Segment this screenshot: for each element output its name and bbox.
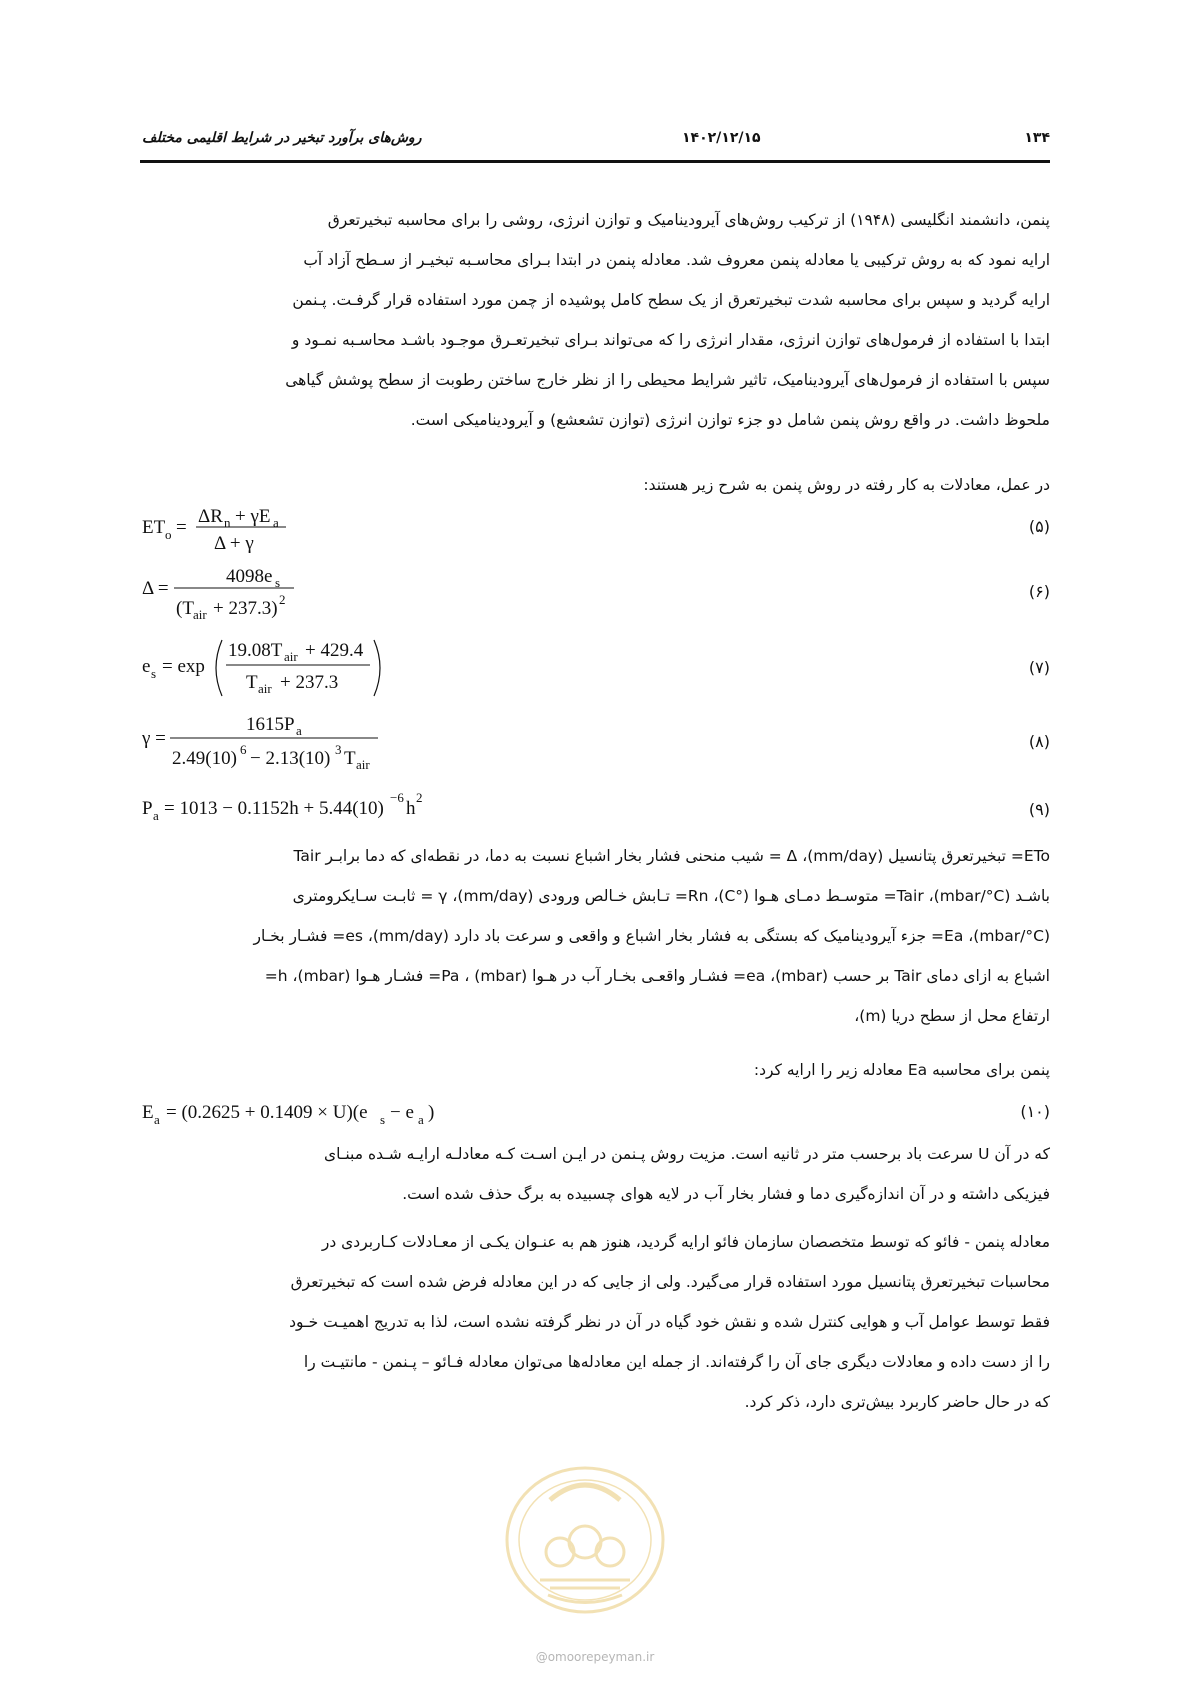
equation-8-formula — [142, 708, 542, 774]
text-line: اشباع به ازای دمای Tair بر حسب (mbar)، ea= فشـار واقعـی بخـار آب در هـوا (mbar) ، Pa= فشـار هـوا (mbar)، h= — [264, 967, 1050, 985]
svg-text:a: a — [418, 1112, 424, 1127]
page-number: ۱۳۴ — [1024, 130, 1050, 146]
svg-text:(T: (T — [176, 598, 194, 619]
text-line: فیزیکی داشته و در آن اندازه‌گیری دما و فشار بخار آب در لایه هوای چسبیده به برگ حذف شده است. — [402, 1185, 1050, 1203]
svg-text:E: E — [142, 1102, 154, 1123]
equation-number: (۸) — [1028, 732, 1050, 751]
text-line: در عمل، معادلات به کار رفته در روش پنمن به شرح زیر هستند: — [643, 476, 1050, 494]
paragraph-equations-intro — [142, 465, 1050, 505]
svg-text:a: a — [154, 1112, 160, 1127]
svg-text:e: e — [142, 656, 151, 677]
svg-text:+ 237.3: + 237.3 — [280, 672, 339, 693]
svg-text:ET: ET — [142, 517, 166, 538]
svg-text:s: s — [275, 575, 281, 590]
svg-text:a: a — [153, 808, 159, 823]
svg-text:3: 3 — [335, 742, 342, 757]
text-line: که در حال حاضر کاربرد بیش‌تری دارد، ذکر کرد. — [744, 1393, 1050, 1411]
svg-text:T: T — [246, 672, 258, 693]
svg-text:T: T — [344, 748, 356, 769]
svg-text:a: a — [296, 723, 302, 738]
svg-text:air: air — [258, 681, 272, 696]
svg-text:P: P — [142, 798, 153, 819]
text-line: ETo= تبخیرتعرق پتانسیل (mm/day)، Δ = شیب منحنی فشار بخار اشباع نسبت به دما، در نقطه‌ای که دما برابـر Tair — [293, 847, 1050, 865]
text-line: باشـد (mbar/°C)، Tair= متوسـط دمـای هـوا (°C)، Rn= تـابش خـالص ورودی (mm/day)، γ = ثابـت سـایکرومتری — [292, 887, 1050, 905]
equation-number: (۵) — [1028, 517, 1050, 536]
header-date: ۱۴۰۲/۱۲/۱۵ — [682, 130, 761, 146]
variable-definitions — [142, 836, 1050, 1036]
svg-text:): ) — [428, 1102, 435, 1123]
equation-10-formula — [142, 1094, 562, 1134]
text-line: پنمن برای محاسبه Ea معادله زیر را ارایه کرد: — [753, 1061, 1050, 1079]
svg-text:−6: −6 — [390, 790, 404, 805]
svg-text:Δ =: Δ = — [142, 578, 169, 599]
svg-text:2: 2 — [279, 592, 286, 607]
equation-7-formula — [142, 634, 542, 700]
equation-6-formula — [142, 562, 542, 628]
svg-text:s: s — [151, 666, 157, 681]
text-line: فقط توسط عوامل آب و هوایی کنترل شده و نقش خود گیاه در آن در نظر گرفته نشده است، لذا به تدریج اهمیـت خـود — [289, 1313, 1050, 1331]
svg-text:air: air — [193, 607, 207, 622]
text-line: ارایه گردید و سپس برای محاسبه شدت تبخیرتعرق از یک سطح کامل پوشیده از چمن مورد استفاده قرار گرفـت. پـنمن — [292, 291, 1050, 309]
equation-number: (۷) — [1028, 658, 1050, 677]
svg-text:19.08T: 19.08T — [228, 640, 283, 661]
page-header — [142, 130, 1050, 156]
equation-9-formula — [142, 786, 562, 836]
svg-text:− 2.13(10): − 2.13(10) — [250, 748, 331, 769]
svg-text:+ 237.3): + 237.3) — [213, 598, 278, 619]
svg-text:6: 6 — [240, 742, 247, 757]
text-line: سپس با استفاده از فرمول‌های آیرودینامیک، تاثیر شرایط محیطی را از نظر خارج ساختن رطوبت از سطح پوشش گیاهی — [285, 371, 1050, 389]
running-title: روش‌های برآورد تبخیر در شرایط اقلیمی مختلف — [142, 130, 422, 146]
svg-text:ΔR: ΔR — [198, 506, 223, 527]
paragraph-penman-advantage — [142, 1134, 1050, 1214]
svg-text:4098e: 4098e — [226, 566, 273, 587]
svg-text:+ γE: + γE — [235, 506, 271, 527]
equation-7 — [142, 634, 1050, 694]
equation-5-formula — [142, 505, 542, 565]
text-line: را از دست داده و معادلات دیگری جای آن را گرفته‌اند. از جمله این معادله‌ها می‌توان معادله فـائو – پـنمن - مانتیـت را — [303, 1353, 1050, 1371]
text-line: ملحوظ داشت. در واقع روش پنمن شامل دو جزء توازن انرژی (توازن تشعشع) و آیرودینامیکی است. — [410, 411, 1050, 429]
svg-text:= (0.2625 + 0.1409 × U)(e: = (0.2625 + 0.1409 × U)(e — [166, 1102, 368, 1123]
equation-6 — [142, 562, 1050, 622]
text-line: ارتفاع محل از سطح دریا (m)، — [854, 1007, 1050, 1025]
svg-text:Δ + γ: Δ + γ — [214, 533, 254, 554]
text-line: معادله پنمن - فائو که توسط متخصصان سازمان فائو ارایه گردید، هنوز هم به عنـوان یکـی از معـادلات کـاربردی در — [321, 1233, 1050, 1251]
text-line: محاسبات تبخیرتعرق پتانسیل مورد استفاده قرار می‌گیرد. ولی از جایی که در این معادله فرض شده است که تبخیرتعرق — [290, 1273, 1050, 1291]
equation-5 — [142, 505, 1050, 565]
svg-text:γ =: γ = — [142, 728, 166, 749]
watermark-url: @omoorepeyman.ir — [535, 1650, 655, 1664]
svg-text:n: n — [224, 515, 231, 530]
text-line: پنمن، دانشمند انگلیسی (۱۹۴۸) از ترکیب روش‌های آیرودینامیک و توازن انرژی، روشی را برای محاسبه تبخیرتعرق — [327, 211, 1050, 229]
text-line: ابتدا با استفاده از فرمول‌های توازن انرژی، مقدار انرژی را که می‌تواند بـرای تبخیرتعـرق موجـود باشـد محاسـبه نمـود و — [291, 331, 1050, 349]
svg-text:1615P: 1615P — [246, 714, 295, 735]
svg-text:= 1013 − 0.1152h + 5.44(10): = 1013 − 0.1152h + 5.44(10) — [164, 798, 384, 819]
paragraph-fao-penman — [142, 1222, 1050, 1422]
header-rule — [140, 160, 1050, 163]
svg-text:− e: − e — [390, 1102, 414, 1123]
text-line: (mbar/°C)، Ea= جزء آیرودینامیک که بستگی به فشار بخار اشباع و واقعی و سرعت باد دارد (mm/day)، es= فشـار بخـار — [253, 927, 1050, 945]
equation-number: (۶) — [1028, 582, 1050, 601]
svg-text:air: air — [284, 649, 298, 664]
paragraph-intro — [142, 200, 1050, 440]
svg-text:o: o — [165, 527, 172, 542]
svg-text:h: h — [406, 798, 416, 819]
svg-text:=: = — [176, 517, 187, 538]
svg-text:air: air — [356, 757, 370, 772]
paragraph-ea-intro — [142, 1050, 1050, 1090]
svg-text:+ 429.4: + 429.4 — [305, 640, 364, 661]
svg-text:= exp: = exp — [162, 656, 205, 677]
svg-text:2.49(10): 2.49(10) — [172, 748, 237, 769]
equation-number: (۹) — [1028, 800, 1050, 819]
equation-8 — [142, 708, 1050, 772]
text-line: که در آن U سرعت باد برحسب متر در ثانیه است. مزیت روش پـنمن در ایـن اسـت کـه معادلـه ارایـه شـده مبنـای — [323, 1145, 1050, 1163]
svg-text:a: a — [273, 515, 279, 530]
equation-number: (۱۰) — [1020, 1102, 1050, 1121]
text-line: ارایه نمود که به روش ترکیبی یا معادله پنمن معروف شد. معادله پنمن در ابتدا بـرای محاسـبه تبخیـر از سـطح آزاد آب — [303, 251, 1050, 269]
watermark-logo — [490, 1460, 680, 1630]
svg-text:s: s — [380, 1112, 386, 1127]
svg-text:2: 2 — [416, 790, 423, 805]
